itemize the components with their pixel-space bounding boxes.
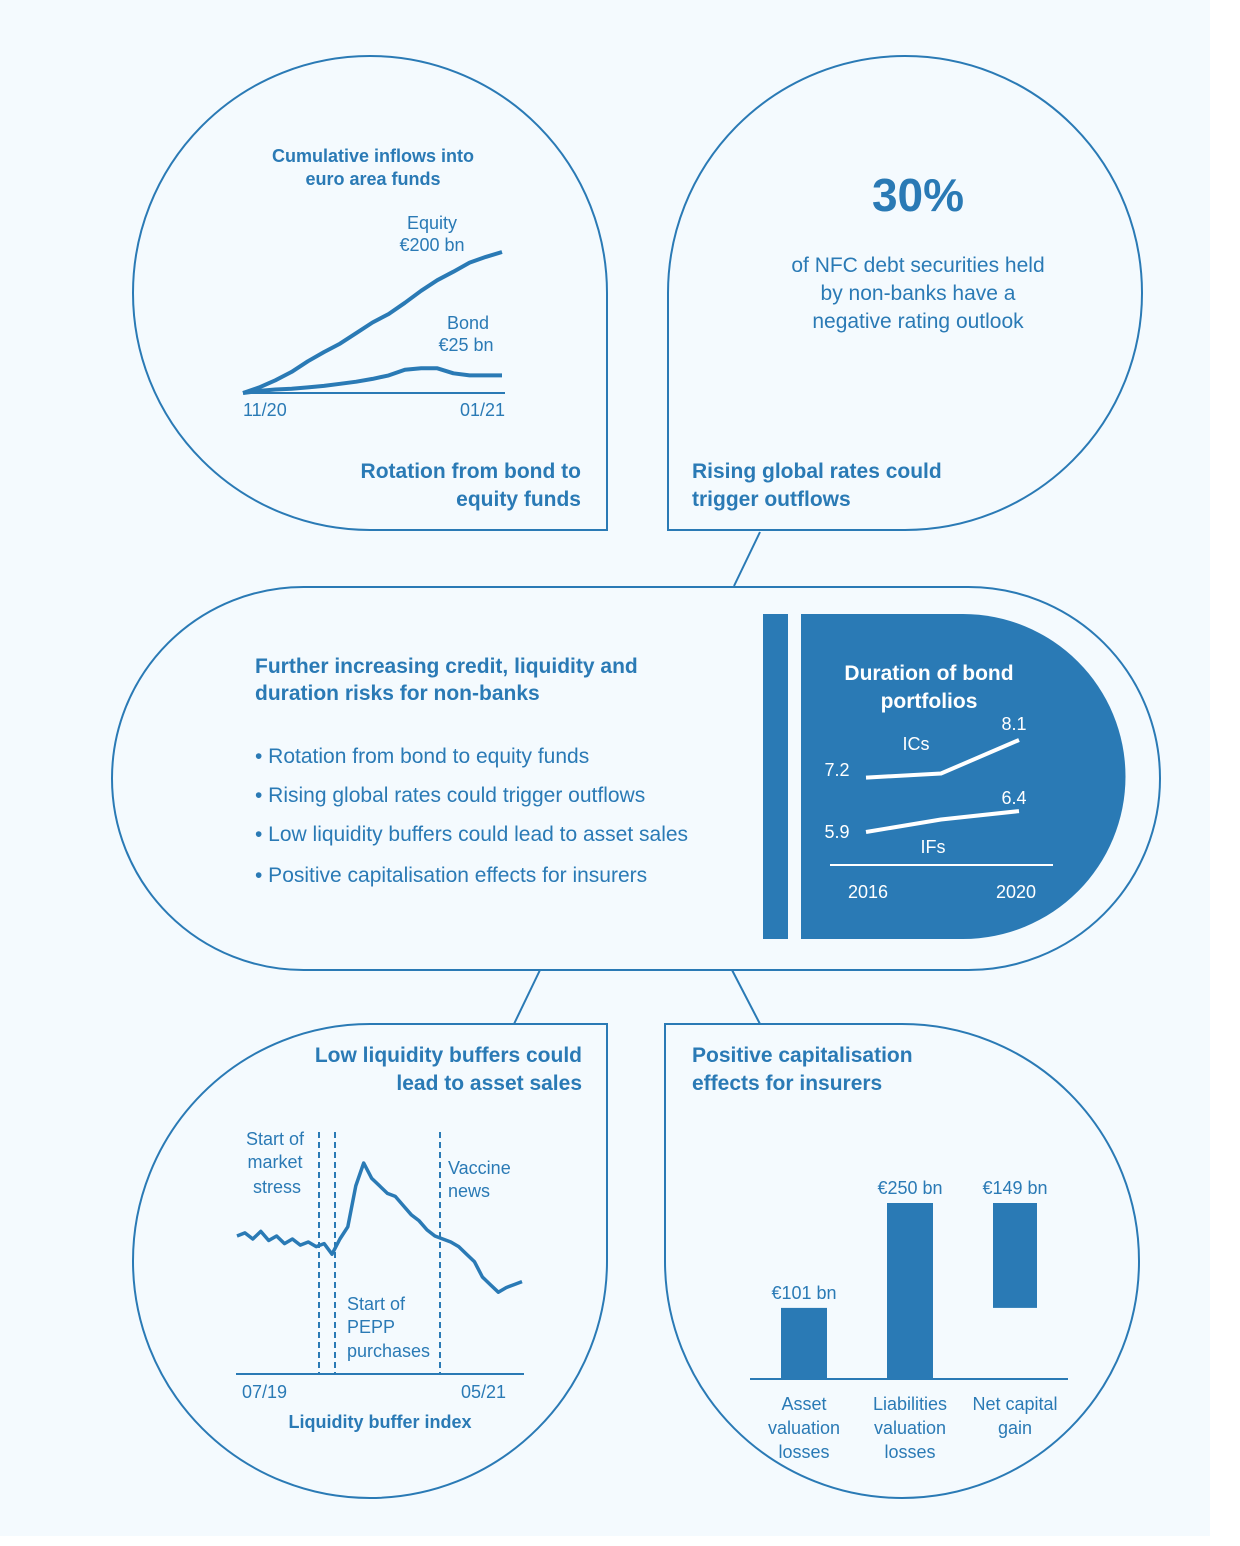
inflows-x-tick-start: 11/20 [243,400,287,420]
top-right-heading-line1: Rising global rates could [692,460,942,483]
bottom-left-heading-line2: lead to asset sales [396,1072,582,1095]
annotation-vaccine-line2: news [448,1181,491,1201]
capital-bar-1 [781,1308,827,1379]
top-right-heading-line2: trigger outflows [692,488,851,511]
bond-series-value: €25 bn [438,335,494,355]
capital-category-label-3-2: gain [997,1418,1033,1438]
center-heading-line2: duration risks for non-banks [255,682,540,705]
ics-start-value: 7.2 [824,760,850,780]
capital-category-label-1-3: losses [778,1442,830,1462]
equity-series-label: Equity [406,213,458,233]
top-left-heading-line1: Rotation from bond to [360,460,581,483]
equity-series-value: €200 bn [399,235,465,255]
annotation-pepp-line3: purchases [347,1341,431,1361]
ics-end-value: 8.1 [1001,714,1027,734]
capital-category-label-1-2: valuation [767,1418,841,1438]
top-left-heading-line2: equity funds [456,488,581,511]
duration-title-line2: portfolios [880,690,978,713]
big-percentage: 30% [871,169,965,221]
top-right-text-line3: negative rating outlook [812,310,1024,333]
annotation-vaccine-line1: Vaccine [448,1158,511,1178]
capital-bar-2 [887,1203,933,1379]
annotation-market-stress-line1: Start of [245,1129,305,1149]
connector-bottom-right [732,970,760,1024]
connector-bottom-left [514,970,540,1024]
duration-side-bar [763,614,788,939]
bubble-top-left [133,56,607,530]
inflows-x-tick-end: 01/21 [459,400,505,420]
duration-title-line1: Duration of bond [844,662,1014,685]
bullet-3: • Low liquidity buffers could lead to asset sales [255,823,689,846]
bond-series-label: Bond [446,313,490,333]
annotation-pepp-line1: Start of [347,1294,406,1314]
top-right-text-line1: of NFC debt securities held [791,254,1045,277]
capital-bar-value-1: €101 bn [771,1282,837,1303]
liquidity-x-tick-start: 07/19 [242,1382,288,1402]
bullet-4: • Positive capitalisation effects for insurers [255,864,648,887]
capital-bar-chart [768,1178,1058,1462]
capital-bar-value-2: €250 bn [877,1178,943,1198]
annotation-pepp-line2: PEPP [347,1317,396,1337]
liquidity-x-tick-end: 05/21 [460,1382,506,1402]
top-right-text-line2: by non-banks have a [820,282,1016,305]
bottom-left-heading-line1: Low liquidity buffers could [314,1044,582,1067]
bullet-1: • Rotation from bond to equity funds [255,745,590,768]
connector-top [734,532,760,586]
bottom-right-heading-line2: effects for insurers [692,1072,883,1095]
capital-bar-3 [993,1203,1037,1308]
ifs-end-value: 6.4 [1001,788,1027,808]
ifs-start-value: 5.9 [824,822,850,842]
capital-bar-value-3: €149 bn [982,1178,1048,1198]
ifs-series-label: IFs [920,837,946,857]
capital-category-label-1-1: Asset [781,1394,827,1414]
capital-category-label-3-1: Net capital [972,1394,1058,1414]
capital-category-label-2-2: valuation [873,1418,947,1438]
bottom-right-heading-line1: Positive capitalisation [692,1044,913,1067]
bond-inflow-line [243,368,502,393]
duration-x-tick-start: 2016 [847,882,889,902]
bullet-2: • Rising global rates could trigger outflows [255,784,646,807]
capital-category-label-2-1: Liabilities [872,1394,948,1414]
ics-series-label: ICs [902,734,930,754]
center-heading-line1: Further increasing credit, liquidity and [255,655,638,678]
inflows-chart-title-line2: euro area funds [305,169,441,189]
duration-x-tick-end: 2020 [995,882,1037,902]
annotation-market-stress-line3: stress [252,1177,302,1197]
liquidity-chart-title: Liquidity buffer index [288,1412,472,1432]
annotation-market-stress-line2: market [247,1152,303,1172]
capital-category-label-2-3: losses [884,1442,936,1462]
inflows-chart-title-line1: Cumulative inflows into [271,146,475,166]
